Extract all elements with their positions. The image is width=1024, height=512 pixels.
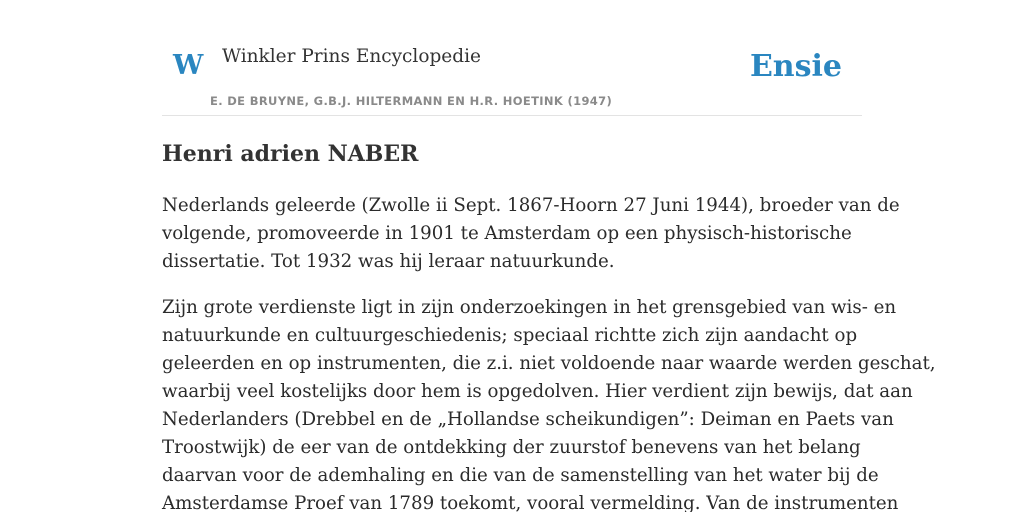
paragraph-line: waarbij veel kostelijks door hem is opgedolven. Hier verdient zijn bewijs, dat aan xyxy=(162,381,913,402)
ensie-logo-link[interactable]: Ensie xyxy=(749,49,842,84)
paragraph-line: natuurkunde en cultuurgeschiedenis; speciaal richtte zich zijn aandacht op xyxy=(162,325,858,346)
paragraph-line: daarvan voor de ademhaling en die van de samenstelling van het water bij de xyxy=(162,465,879,486)
publication-title[interactable]: Winkler Prins Encyclopedie xyxy=(222,46,481,67)
paragraph-line: Nederlanders (Drebbel en de „Hollandse scheikundigen”: Deiman en Paets van xyxy=(162,409,894,430)
site-header xyxy=(162,0,862,116)
article-paragraph-1 xyxy=(162,192,900,276)
paragraph-line: geleerden en op instrumenten, die z.i. niet voldoende naar waarde werden geschat, xyxy=(162,353,936,374)
paragraph-line: Amsterdamse Proef van 1789 toekomt, vooral vermelding. Van de instrumenten xyxy=(162,493,899,512)
article-body xyxy=(162,192,936,512)
paragraph-line: dissertatie. Tot 1932 was hij leraar natuurkunde. xyxy=(162,251,615,272)
paragraph-line: volgende, promoveerde in 1901 te Amsterdam op een physisch-historische xyxy=(162,223,852,244)
paragraph-line: Zijn grote verdienste ligt in zijn onderzoekingen in het grensgebied van wis- en xyxy=(162,297,897,318)
article-paragraph-2 xyxy=(162,294,936,512)
article-title: Henri adrien NABER xyxy=(162,141,419,167)
publication-logo-icon[interactable]: W xyxy=(173,50,204,81)
publication-authors: E. DE BRUYNE, G.B.J. HILTERMANN EN H.R. HOETINK (1947) xyxy=(210,94,613,108)
paragraph-line: Troostwijk) de eer van de ontdekking der zuurstof benevens van het belang xyxy=(162,437,861,458)
paragraph-line: Nederlands geleerde (Zwolle ii Sept. 1867-Hoorn 27 Juni 1944), broeder van de xyxy=(162,195,900,216)
